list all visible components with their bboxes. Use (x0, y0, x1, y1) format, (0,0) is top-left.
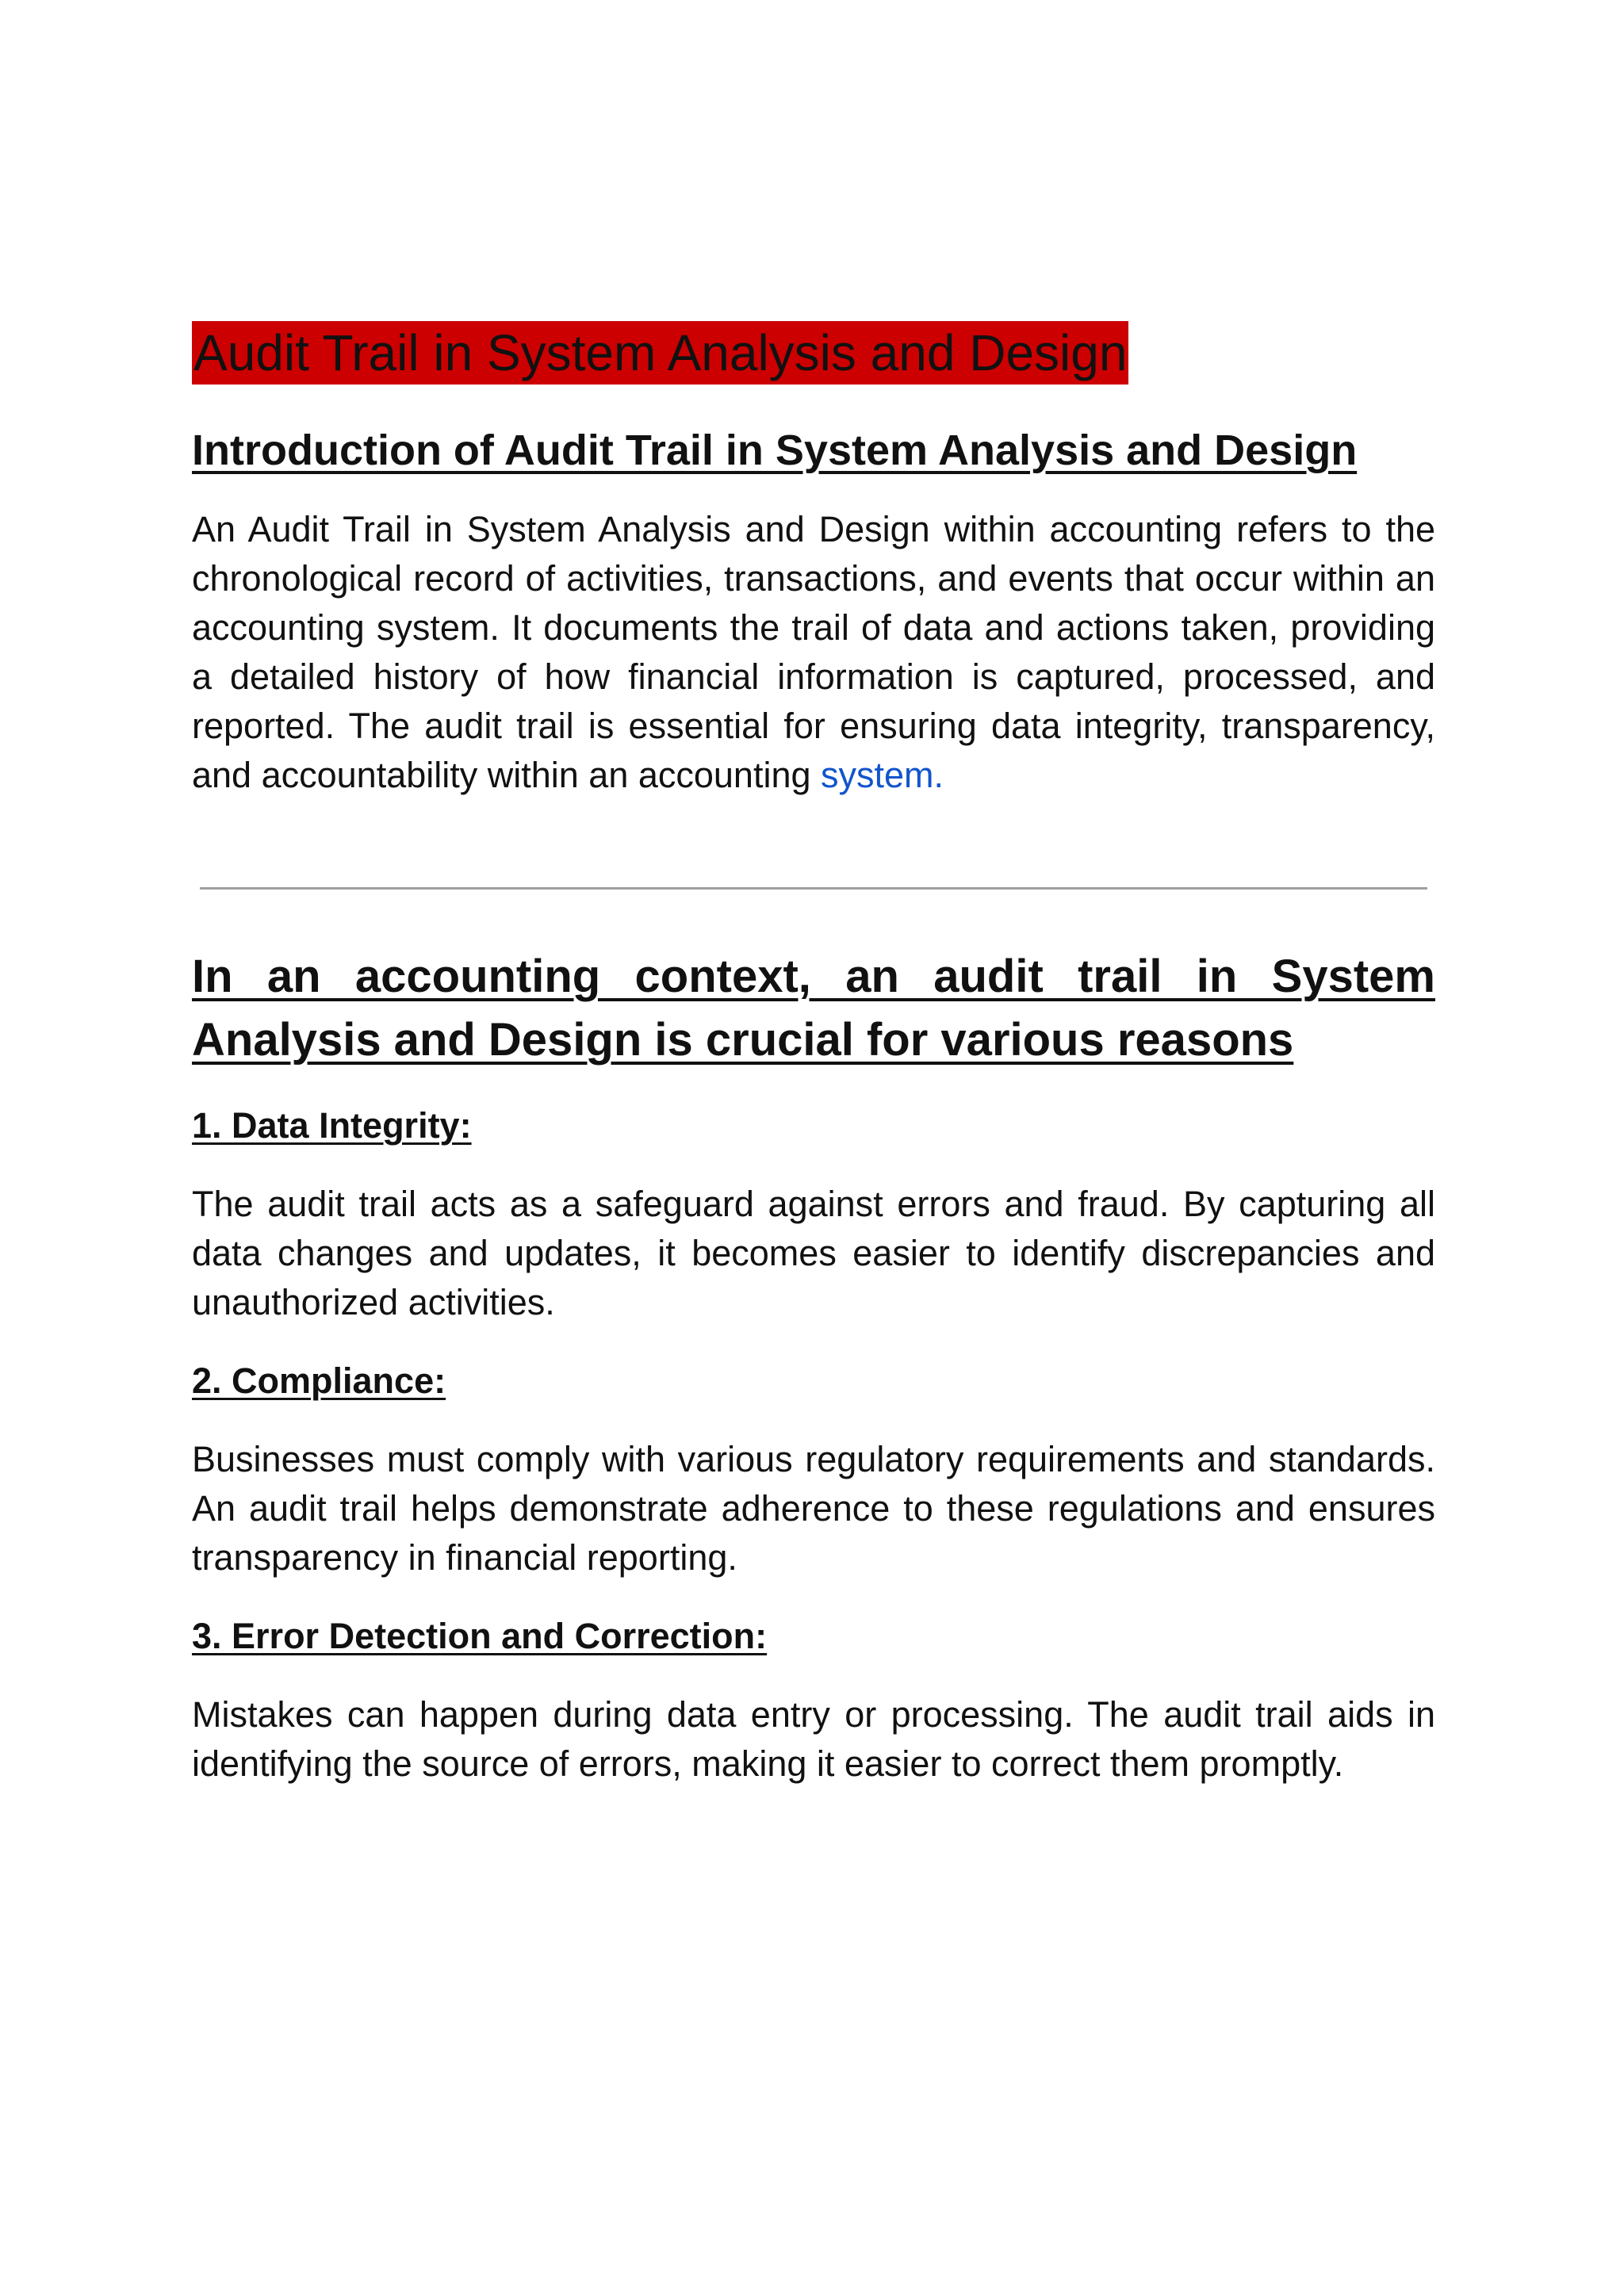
section-body-error-detection: Mistakes can happen during data entry or processing. The audit trail aids in identifying the source of errors, making it easier to correct them promptly. (192, 1694, 1435, 1784)
horizontal-divider (200, 887, 1427, 890)
section-heading-error-detection: 3. Error Detection and Correction: (192, 1616, 768, 1656)
section-heading-compliance: 2. Compliance: (192, 1360, 446, 1401)
document-content (192, 321, 1435, 1789)
intro-paragraph (192, 505, 1435, 800)
section-body-compliance: Businesses must comply with various regulatory requirements and standards. An audit trail helps demonstrate adherence to these regulations and ensures transparency in financial reporting. (192, 1439, 1435, 1578)
intro-paragraph-text: An Audit Trail in System Analysis and Design within accounting refers to the chronological record of activities, transactions, and events that occur within an accounting system. It documents the trail of data and actions taken, providing a detailed history of how financial information is captured, processed, and reported. The audit trail is essential for ensuring data integrity, transparency, and accountability within an accounting (192, 509, 1435, 795)
document-title: Audit Trail in System Analysis and Design (192, 321, 1128, 385)
section-heading-data-integrity: 1. Data Integrity: (192, 1105, 472, 1146)
system-link[interactable]: system. (821, 755, 944, 795)
reasons-heading: In an accounting context, an audit trail in System Analysis and Design is crucial for various reasons (192, 951, 1435, 1066)
section-body-data-integrity: The audit trail acts as a safeguard against errors and fraud. By capturing all data changes and updates, it becomes easier to identify discrepancies and unauthorized activities. (192, 1184, 1435, 1322)
intro-heading: Introduction of Audit Trail in System Analysis and Design (192, 427, 1358, 474)
